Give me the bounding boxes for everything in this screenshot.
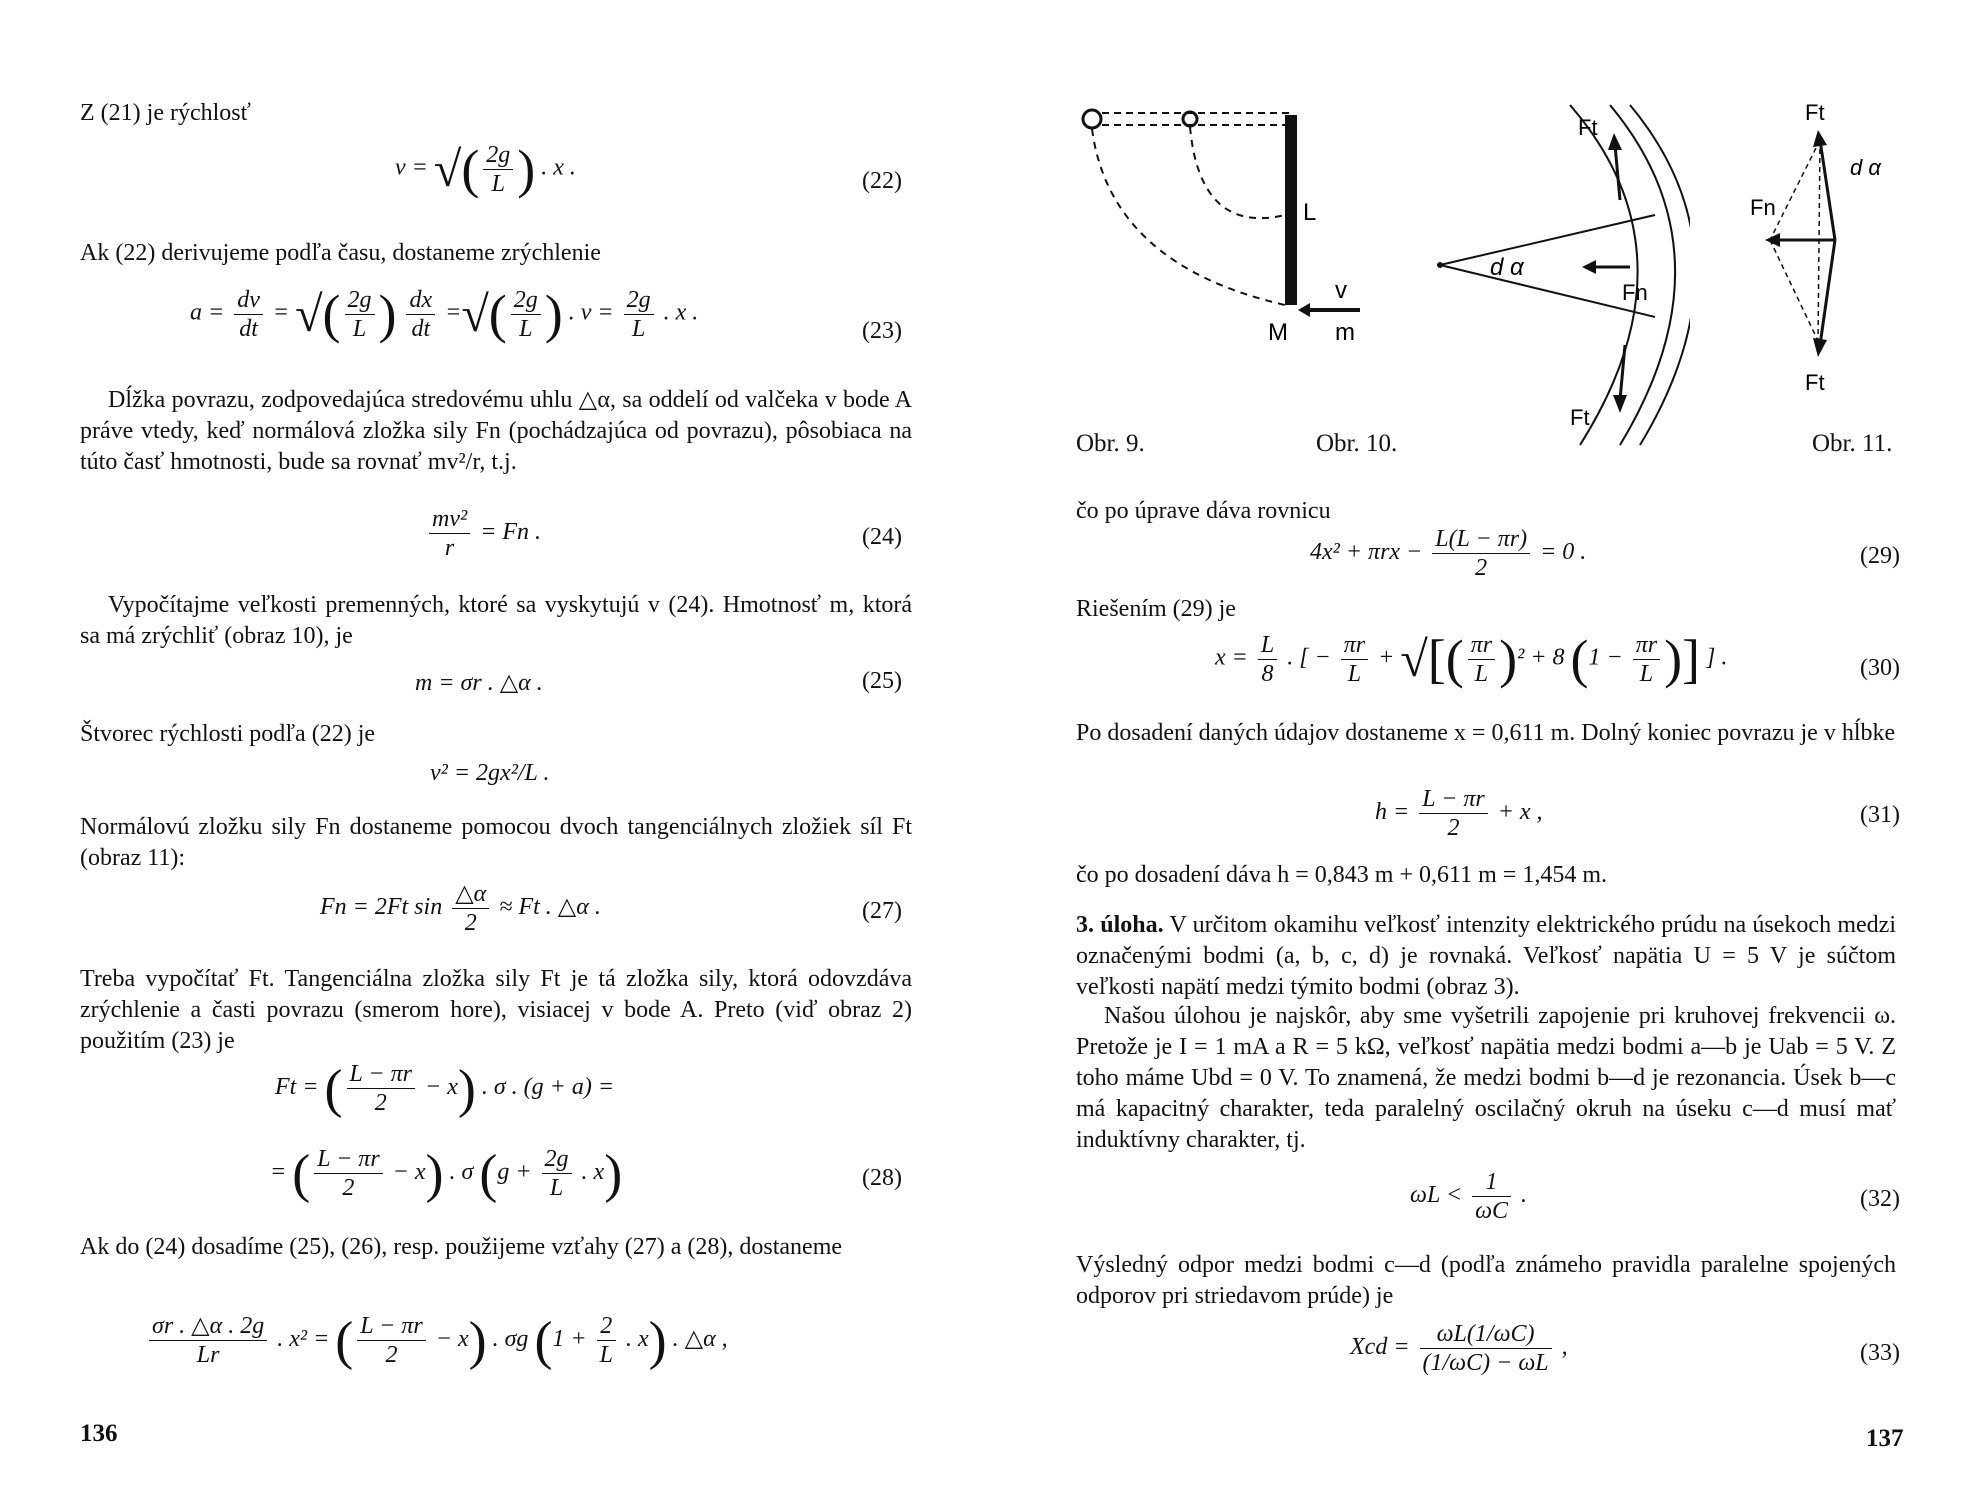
radius-upper <box>1440 215 1655 265</box>
task-heading: 3. úloha. <box>1076 912 1164 938</box>
paragraph-solution: Riešením (29) je <box>1076 596 1236 622</box>
inner-dashed-arc <box>1190 127 1285 218</box>
paragraph-normal: Normálovú zložku sily Fn dostaneme pomocou dvoch tangenciálnych zložiek síl Ft (obraz 11): <box>80 814 912 871</box>
equation-26: v² = 2gx²/L . <box>430 760 550 786</box>
fig10-label-ft-bottom: Ft <box>1570 405 1590 430</box>
paragraph-analysis: Našou úlohou je najskôr, aby sme vyšetrili zapojenie pri kruhovej frekvencii ω. Pretože je I = 1 mA a R = 5 kΩ, veľkosť napätia medzi bodmi a—b je Uab = 5 V. Z toho máme Ubd = 0 V. To znamená, že medzi bodmi b—d je rezonancia. Úsek b—c má kapacitný charakter, teda paralelný oscilačný okruh na úseku c—d musí mať induktívny charakter, tj. <box>1076 1003 1896 1153</box>
equation-number-24: (24) <box>862 524 902 550</box>
sqrt-sign: √ <box>1400 631 1428 687</box>
ft-top-vector <box>1820 140 1835 240</box>
caption-figure-9: Obr. 9. <box>1076 430 1145 457</box>
caption-figure-11: Obr. 11. <box>1812 430 1893 457</box>
fig11-label-fn: Fn <box>1750 195 1776 220</box>
equation-number-31: (31) <box>1860 802 1900 828</box>
velocity-arrowhead <box>1298 303 1310 317</box>
paragraph-result: Po dosadení daných údajov dostaneme x = 0,611 m. Dolný koniec povrazu je v hĺbke <box>1076 720 1896 746</box>
paragraph-tangent: Treba vypočítať Ft. Tangenciálna zložka sily Ft je tá zložka sily, ktorá odovzdáva zrýchlenie a časti povrazu (smerom hore), visiacej v bode A. Preto (viď obraz 2) použitím (23) je <box>80 966 912 1054</box>
paragraph-adjust: čo po úprave dáva rovnicu <box>1076 498 1331 524</box>
fn-arrowhead <box>1765 233 1780 247</box>
sqrt-sign: √ <box>461 286 489 342</box>
fig11-label-ft-bottom: Ft <box>1805 370 1825 395</box>
paragraph-resistance: Výsledný odpor medzi bodmi c—d (podľa známeho pravidla paralelne spojených odporov pri striedavom prúde) je <box>1076 1252 1896 1309</box>
vertical-rope-bar <box>1285 115 1297 305</box>
ft-bottom-vector <box>1820 240 1835 345</box>
paragraph-derivative: Ak (22) derivujeme podľa času, dostaneme zrýchlenie <box>80 240 601 266</box>
equation-22: v = √( $\frac{2g}{L}$ ) . x . <box>395 139 576 199</box>
equation-29: 4x² + πrx − $\frac{L(L - \pi r)}{2}$ = 0 . <box>1310 526 1587 581</box>
equation-33: Xcd = $\frac{\omega L(1/\omega C)}{(1/\omega C) - \omega L}$ , <box>1350 1321 1568 1376</box>
equation-23: a = $\frac{dv}{dt}$ = √( $\frac{2g}{L}$ ) $\frac{dx}{dt}$ =√( $\frac{2g}{L}$ ) . v = $\frac{2g}{L}$ . x . <box>190 284 699 344</box>
fig9-label-L: L <box>1303 199 1317 226</box>
equation-31: h = $\frac{L - \pi r}{2}$ + x , <box>1375 786 1543 841</box>
fig9-label-M: M <box>1268 319 1288 346</box>
fig11-label-ft-top: Ft <box>1805 100 1825 125</box>
paragraph-intro: Z (21) je rýchlosť <box>80 100 251 126</box>
equation-30: x = $\frac{L}{8}$ . [ − $\frac{\pi r}{L}$ + √[( $\frac{\pi r}{L}$ )² + 8 (1 − $\frac{\pi r}{L}$ )] ] . <box>1215 629 1728 689</box>
equation-28-line1: Ft = ( $\frac{L - \pi r}{2}$ − x) . σ . (g + a) = <box>275 1058 615 1119</box>
equation-number-32: (32) <box>1860 1186 1900 1212</box>
fig9-label-m: m <box>1335 319 1355 346</box>
equation-27: Fn = 2Ft sin $\frac{\triangle\alpha}{2}$ ≈ Ft . △α . <box>320 881 601 936</box>
paragraph-task-3: 3. úloha. V určitom okamihu veľkosť intenzity elektrického prúdu na úsekoch medzi označenými bodmi (a, b, c, d) je rovnaká. Veľkosť napätia U = 5 V je súčtom veľkosti napätí medzi týmito bodmi (obraz 3). <box>1076 912 1896 1000</box>
ft-bottom-arrowhead <box>1813 338 1827 357</box>
cylinder-arc <box>1570 105 1638 445</box>
sqrt-sign: √ <box>295 286 323 342</box>
page-number-right: 137 <box>1866 1425 1904 1452</box>
mid-pivot-circle <box>1183 112 1197 126</box>
equation-24: $\frac{\text{mv²}}{r}$ = Fn . <box>425 505 541 562</box>
parallelogram-top <box>1770 140 1820 240</box>
fn-arrowhead <box>1582 260 1596 274</box>
paragraph-subst: Ak do (24) dosadíme (25), (26), resp. použijeme vzťahy (27) a (28), dostaneme <box>80 1234 843 1260</box>
equation-32: ωL < $\frac{1}{\omega C}$ . <box>1410 1169 1528 1224</box>
equation-25: m = σr . △α . <box>415 670 543 696</box>
fig11-label-dalpha: d α <box>1850 155 1881 180</box>
equation-final: $\frac{\sigma r . \triangle\alpha . 2g}{Lr}$ . x² = ( $\frac{L - \pi r}{2}$ − x) . σg (1 + $\frac{2}{L}$ . x) . △α , <box>145 1312 728 1369</box>
fig10-label-dalpha: d α <box>1490 254 1524 281</box>
figure-10-cylinder-segment <box>1430 95 1690 455</box>
parallelogram-bottom <box>1770 240 1820 345</box>
fig9-label-v: v <box>1335 277 1347 304</box>
paragraph-depth: čo po dosadení dáva h = 0,843 m + 0,611 m = 1,454 m. <box>1076 862 1607 888</box>
outer-dashed-arc <box>1092 129 1285 305</box>
equation-number-30: (30) <box>1860 655 1900 681</box>
equation-number-22: (22) <box>862 168 902 194</box>
ft-up-arrowhead <box>1608 133 1622 150</box>
equation-number-27: (27) <box>862 898 902 924</box>
figure-9-pendulum-rope <box>1080 95 1380 355</box>
equation-28-line2: = ( $\frac{L - \pi r}{2}$ − x) . σ (g + $\frac{2g}{L}$ . x) <box>270 1143 623 1204</box>
rope-outer-arc <box>1630 105 1690 445</box>
right-page <box>990 0 1980 1500</box>
figure-11-force-diagram <box>1750 95 1930 415</box>
page-number-left: 136 <box>80 1420 118 1447</box>
start-pivot-circle <box>1083 110 1101 128</box>
paragraph-compute: Vypočítajme veľkosti premenných, ktoré sa vyskytujú v (24). Hmotnosť m, ktorá sa má zrýchliť (obraz 10), je <box>80 592 912 649</box>
equation-number-28: (28) <box>862 1165 902 1191</box>
equation-number-23: (23) <box>862 318 902 344</box>
caption-figure-10: Obr. 10. <box>1316 430 1398 457</box>
center-point <box>1437 262 1443 268</box>
ft-down-arrowhead <box>1613 395 1627 413</box>
equation-number-25: (25) <box>862 668 902 694</box>
ft-down-arrow <box>1620 345 1625 400</box>
paragraph-length: Dĺžka povrazu, zodpovedajúca stredovému uhlu △α, sa oddelí od valčeka v bode A práve vtedy, keď normálová zložka sily Fn (pochádzajúca od povrazu), pôsobiaca na túto časť hmotnosti, bude sa rovnať mv²/r, t.j. <box>80 387 912 475</box>
fig10-label-fn: Fn <box>1622 280 1648 305</box>
parallelogram-center <box>1818 140 1820 345</box>
fig10-label-ft-top: Ft <box>1578 115 1598 140</box>
sqrt-sign: √ <box>433 141 462 197</box>
paragraph-square: Štvorec rýchlosti podľa (22) je <box>80 721 376 747</box>
equation-number-29: (29) <box>1860 543 1900 569</box>
equation-number-33: (33) <box>1860 1340 1900 1366</box>
